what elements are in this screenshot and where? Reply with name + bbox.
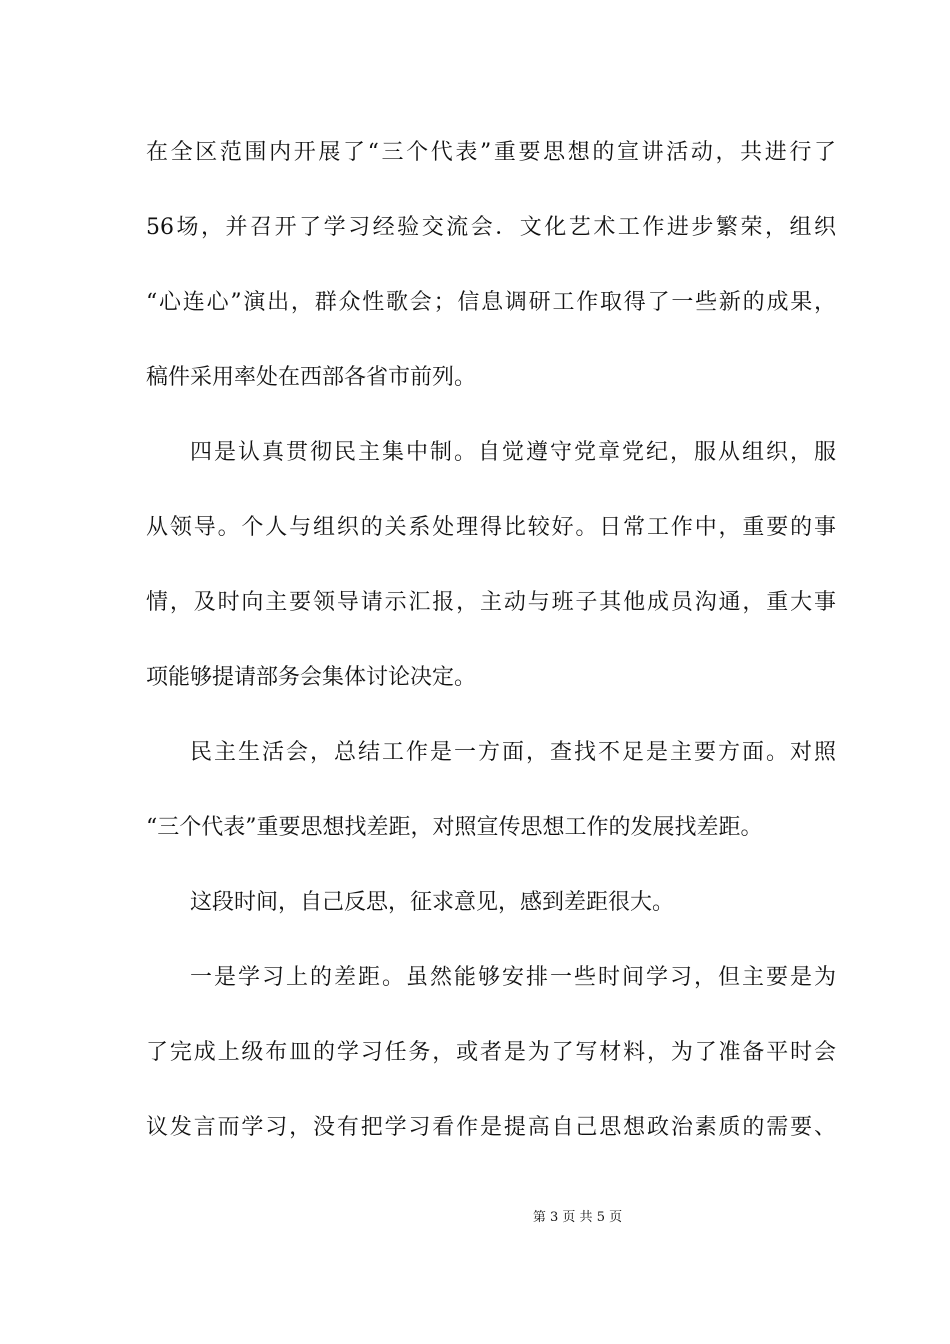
text-line: 项能够提请部务会集体讨论决定。 xyxy=(146,665,477,690)
text-line: “心连心”演出，群众性歌会；信息调研工作取得了一些新的成果， xyxy=(146,290,836,315)
text-line: 了完成上级布皿的学习任务，或者是为了写材料，为了准备平时会 xyxy=(146,1040,836,1065)
paragraph-start-line: 民主生活会，总结工作是一方面，查找不足是主要方面。对照 xyxy=(190,740,836,765)
body-text xyxy=(146,128,836,1178)
text-line: 议发言而学习，没有把学习看作是提高自己思想政治素质的需要、 xyxy=(146,1115,836,1140)
text-line: 56场，并召开了学习经验交流会．文化艺术工作进步繁荣，组织 xyxy=(146,215,836,240)
paragraph-start-line: 这段时间，自己反思，征求意见，感到差距很大。 xyxy=(190,890,675,915)
page-number-footer: 第 3 页 共 5 页 xyxy=(532,1210,623,1225)
text-line: “三个代表”重要思想找差距，对照宣传思想工作的发展找差距。 xyxy=(146,815,763,840)
paragraph-start-line: 一是学习上的差距。虽然能够安排一些时间学习，但主要是为 xyxy=(190,965,836,990)
text-line: 情，及时向主要领导请示汇报，主动与班子其他成员沟通，重大事 xyxy=(146,590,836,615)
text-line: 稿件采用率处在西部各省市前列。 xyxy=(146,365,477,390)
text-line: 在全区范围内开展了“三个代表”重要思想的宣讲活动，共进行了 xyxy=(146,140,836,165)
text-line: 从领导。个人与组织的关系处理得比较好。日常工作中，重要的事 xyxy=(146,515,836,540)
paragraph-start-line: 四是认真贯彻民主集中制。自觉遵守党章党纪，服从组织，服 xyxy=(190,440,836,465)
